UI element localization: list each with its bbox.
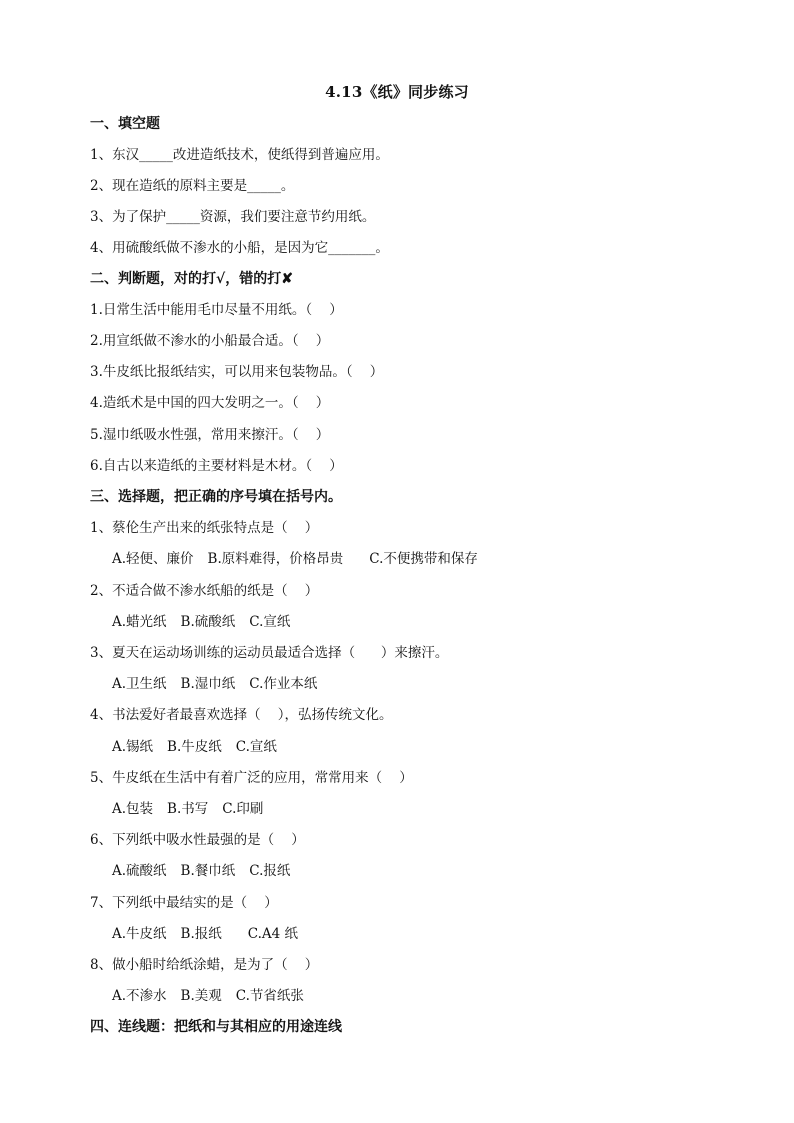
choice-option: A.牛皮纸 <box>112 926 167 942</box>
choice-option: A.轻便、廉价 <box>112 551 194 567</box>
choice-question: 1、蔡伦生产出来的纸张特点是（ ） <box>90 520 319 536</box>
choice-question: 7、下列纸中最结实的是（ ） <box>90 895 278 911</box>
choice-options <box>112 675 317 693</box>
choice-option: A.卫生纸 <box>112 676 167 692</box>
choice-options <box>112 925 298 943</box>
choice-option: A.包装 <box>112 801 154 817</box>
section-heading-true-false: 二、判断题，对的打√，错的打✘ <box>90 271 293 287</box>
choice-option: B.餐巾纸 <box>180 863 236 879</box>
choice-option: C.宣纸 <box>235 739 277 755</box>
choice-option: A.蜡光纸 <box>112 614 167 630</box>
choice-option: A.不渗水 <box>112 988 167 1004</box>
choice-option: B.报纸 <box>180 926 222 942</box>
choice-option: B.美观 <box>180 988 222 1004</box>
true-false-item: 3.牛皮纸比报纸结实，可以用来包装物品。（ ） <box>90 364 384 380</box>
choice-options <box>112 550 478 568</box>
choice-option: C.报纸 <box>249 863 291 879</box>
fill-blank-item: 2、现在造纸的原料主要是_____。 <box>90 178 295 194</box>
choice-question: 3、夏天在运动场训练的运动员最适合选择（ ）来擦汗。 <box>90 645 449 661</box>
choice-option: C.宣纸 <box>249 614 291 630</box>
true-false-item: 5.湿巾纸吸水性强，常用来擦汗。（ ） <box>90 427 330 443</box>
fill-blank-item: 3、为了保护_____资源，我们要注意节约用纸。 <box>90 209 376 225</box>
true-false-item: 4.造纸术是中国的四大发明之一。（ ） <box>90 395 330 411</box>
choice-option: A.锡纸 <box>112 739 154 755</box>
true-false-item: 6.自古以来造纸的主要材料是木材。（ ） <box>90 458 343 474</box>
choice-question: 2、不适合做不渗水纸船的纸是（ ） <box>90 583 319 599</box>
true-false-item: 1.日常生活中能用毛巾尽量不用纸。（ ） <box>90 302 343 318</box>
choice-option: B.硫酸纸 <box>180 614 236 630</box>
choice-options <box>112 613 290 631</box>
choice-option: C.作业本纸 <box>249 676 318 692</box>
choice-option: B.原料难得，价格昂贵 <box>207 551 344 567</box>
choice-options <box>112 738 277 756</box>
choice-question: 4、书法爱好者最喜欢选择（ ），弘扬传统文化。 <box>90 707 393 723</box>
choice-option: A.硫酸纸 <box>112 863 167 879</box>
fill-blank-item: 4、用硫酸纸做不渗水的小船，是因为它_______。 <box>90 240 389 256</box>
choice-options <box>112 862 290 880</box>
choice-question: 8、做小船时给纸涂蜡，是为了（ ） <box>90 957 319 973</box>
choice-option: C.A4 纸 <box>247 926 299 942</box>
choice-question: 5、牛皮纸在生活中有着广泛的应用，常常用来（ ） <box>90 770 413 786</box>
choice-options <box>112 987 304 1005</box>
section-heading-fill-blank: 一、填空题 <box>90 116 160 132</box>
choice-question: 6、下列纸中吸水性最强的是（ ） <box>90 832 305 848</box>
choice-options <box>112 800 263 818</box>
true-false-item: 2.用宣纸做不渗水的小船最合适。（ ） <box>90 333 330 349</box>
fill-blank-item: 1、东汉_____改进造纸技术，使纸得到普遍应用。 <box>90 147 389 163</box>
choice-option: C.节省纸张 <box>235 988 304 1004</box>
choice-option: B.书写 <box>167 801 209 817</box>
section-heading-matching: 四、连线题：把纸和与其相应的用途连线 <box>90 1019 342 1035</box>
choice-option: B.牛皮纸 <box>167 739 222 755</box>
choice-option: C.印刷 <box>222 801 264 817</box>
choice-option: C.不便携带和保存 <box>369 551 478 567</box>
choice-option: B.湿巾纸 <box>180 676 236 692</box>
page-title: 4.13《纸》同步练习 <box>325 83 469 101</box>
section-heading-multiple-choice: 三、选择题，把正确的序号填在括号内。 <box>90 489 342 505</box>
